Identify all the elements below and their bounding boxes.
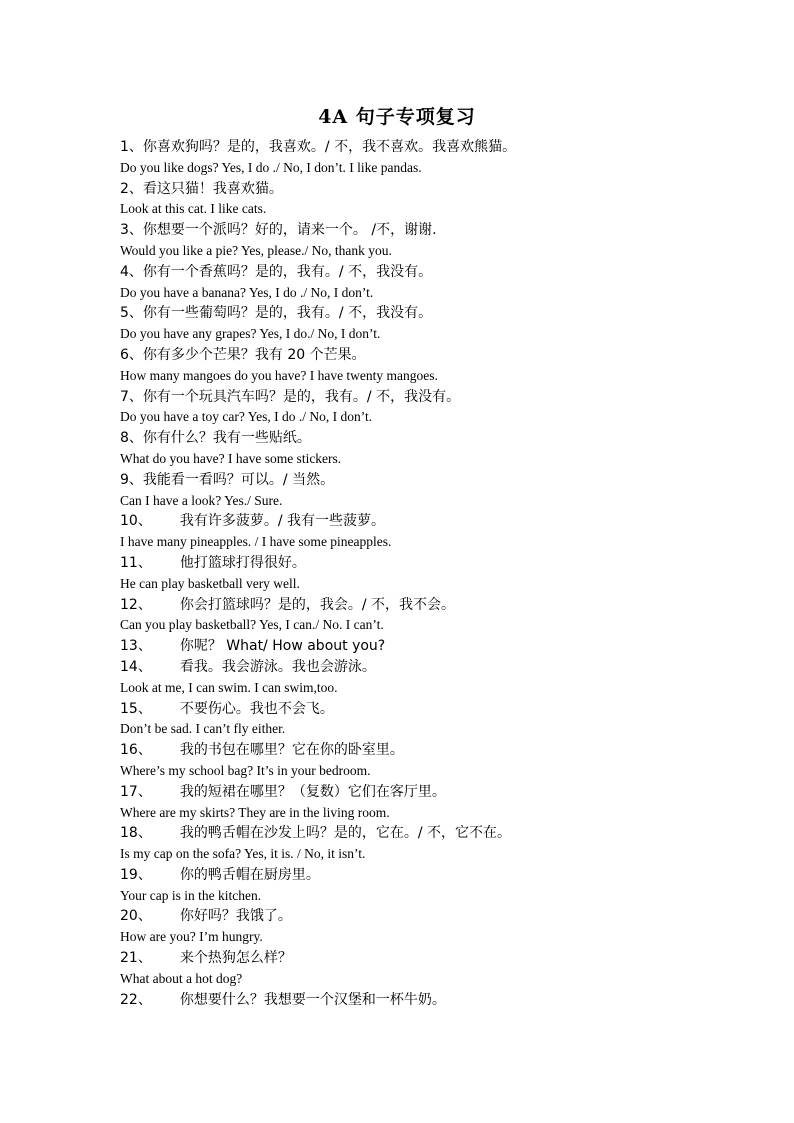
sentence-chinese [120,220,760,241]
sentence-chinese-text: 他打篮球打得很好。 [179,554,306,571]
sentence-number: 5、 [120,305,143,322]
sentence-chinese-text: 我有许多菠萝。/ 我有一些菠萝。 [179,513,385,530]
sentence-chinese [120,823,760,844]
sentence-chinese [120,262,760,283]
sentence-english: He can play basketball very well. [120,575,300,591]
sentence-chinese-text: 我的书包在哪里？它在你的卧室里。 [179,742,404,759]
sentence-chinese [120,782,760,803]
sentence-number: 19、 [120,866,152,883]
sentence-chinese [120,179,760,200]
sentence-chinese-text: 你喜欢狗吗？是的，我喜欢。/ 不，我不喜欢。我喜欢熊猫。 [142,139,517,155]
sentence-english: I have many pineapples. / I have some pineapples. [120,534,392,550]
sentence-chinese [120,948,760,969]
sentence-chinese [120,595,760,616]
sentence-chinese-text: 你好吗？我饿了。 [179,908,292,925]
sentence-chinese [120,906,760,927]
sentence-number: 15、 [120,700,152,717]
sentence-english: Is my cap on the sofa? Yes, it is. / No, it isn’t. [120,846,366,862]
sentence-number: 7、 [120,388,143,405]
sentence-english: How many mangoes do you have? I have twenty mangoes. [120,367,438,383]
sentence-chinese [120,865,760,886]
sentence-list [120,137,760,1010]
sentence-chinese-text: 我的短裙在哪里？（复数）它们在客厅里。 [179,783,446,800]
sentence-number: 9、 [120,471,143,488]
sentence-number: 14、 [120,658,152,675]
sentence-chinese [120,387,760,408]
sentence-number: 1、 [120,139,143,155]
sentence-english: Do you have a banana? Yes, I do ./ No, I don’t. [120,284,374,300]
sentence-english: Where’s my school bag? It’s in your bedroom. [120,762,371,778]
sentence-chinese-text: 你会打篮球吗？是的，我会。/ 不，我不会。 [179,596,455,613]
sentence-english: Where are my skirts? They are in the living room. [120,804,390,820]
sentence-number: 13、 [120,638,152,655]
sentence-chinese-text: 我的鸭舌帽在沙发上吗？是的，它在。/ 不，它不在。 [179,825,511,842]
sentence-number: 16、 [120,742,152,759]
sentence-chinese [120,990,760,1011]
sentence-chinese [120,345,760,366]
sentence-english: Do you have any grapes? Yes, I do./ No, I don’t. [120,326,381,342]
sentence-number: 8、 [120,430,143,447]
sentence-chinese-text: 看我。我会游泳。我也会游泳。 [179,658,376,675]
sentence-number: 2、 [120,180,143,197]
sentence-chinese [120,137,760,158]
sentence-chinese-text: 我能看一看吗？可以。/ 当然。 [142,471,335,488]
sentence-number: 6、 [120,346,143,363]
sentence-chinese-text: 你的鸭舌帽在厨房里。 [179,866,320,883]
sentence-english: Would you like a pie? Yes, please./ No, thank you. [120,242,392,258]
sentence-english: Do you like dogs? Yes, I do ./ No, I don’t. I like pandas. [120,159,422,175]
sentence-number: 4、 [120,263,143,280]
sentence-chinese [120,428,760,449]
sentence-chinese-text: 你想要什么？我想要一个汉堡和一杯牛奶。 [179,991,446,1008]
sentence-chinese-text: 来个热狗怎么样？ [179,950,292,967]
sentence-english: Don’t be sad. I can’t fly either. [120,721,286,737]
sentence-chinese-text: 不要伤心。我也不会飞。 [179,700,334,717]
sentence-chinese [120,303,760,324]
page-title: 4A 句子专项复习 [318,106,476,128]
sentence-english: How are you? I’m hungry. [120,929,263,945]
sentence-chinese [120,699,760,720]
sentence-english: Do you have a toy car? Yes, I do ./ No, I don’t. [120,409,373,425]
sentence-english: Can you play basketball? Yes, I can./ No. I can’t. [120,617,384,633]
sentence-number: 11、 [120,554,152,571]
sentence-chinese-text: 你呢？ What/ How about you? [179,638,386,655]
sentence-number: 18、 [120,825,152,842]
sentence-number: 12、 [120,596,152,613]
sentence-chinese [120,511,760,532]
sentence-number: 22、 [120,991,152,1008]
sentence-number: 10、 [120,513,152,530]
sentence-chinese [120,553,760,574]
sentence-number: 21、 [120,950,152,967]
sentence-english: What about a hot dog? [120,970,243,986]
sentence-chinese-text: 你有一个玩具汽车吗？是的，我有。/ 不，我没有。 [142,388,461,405]
sentence-chinese-text: 你有一个香蕉吗？是的，我有。/ 不，我没有。 [142,263,433,280]
sentence-english: Can I have a look? Yes./ Sure. [120,492,283,508]
sentence-chinese-text: 看这只猫！我喜欢猫。 [142,180,283,197]
sentence-chinese-text: 你有什么？我有一些贴纸。 [142,430,311,447]
sentence-english: Look at this cat. I like cats. [120,201,267,217]
sentence-chinese [120,740,760,761]
sentence-english: Look at me, I can swim. I can swim,too. [120,679,338,695]
sentence-chinese-text: 你有多少个芒果？我有 20 个芒果。 [142,346,366,363]
sentence-chinese [120,470,760,491]
sentence-number: 3、 [120,222,143,239]
sentence-chinese [120,636,760,657]
sentence-chinese-text: 你想要一个派吗？好的，请来一个。 /不，谢谢. [142,222,437,239]
sentence-number: 20、 [120,908,152,925]
sentence-chinese [120,657,760,678]
sentence-chinese-text: 你有一些葡萄吗？是的，我有。/ 不，我没有。 [142,305,433,322]
sentence-english: Your cap is in the kitchen. [120,887,262,903]
sentence-number: 17、 [120,783,152,800]
sentence-english: What do you have? I have some stickers. [120,450,342,466]
